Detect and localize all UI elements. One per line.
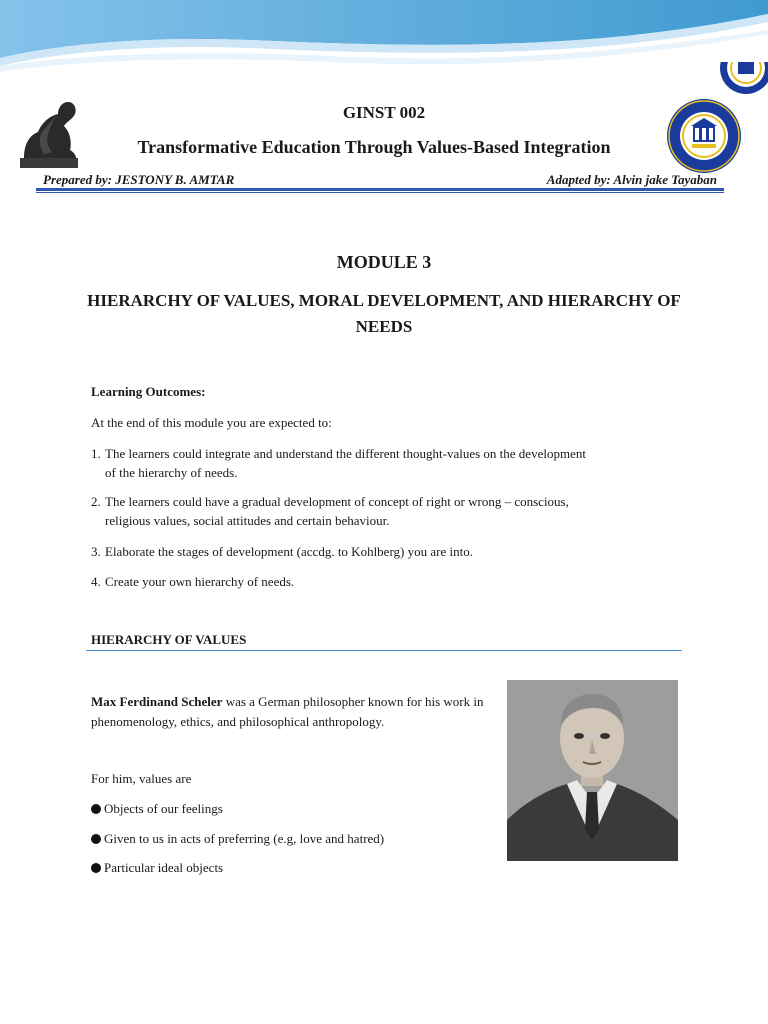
section-heading: HIERARCHY OF VALUES — [91, 632, 247, 647]
item-number: 3. — [91, 544, 101, 559]
learning-outcome-item — [91, 572, 677, 591]
scheler-portrait — [507, 680, 678, 861]
list-item — [91, 801, 223, 817]
learning-outcome-item — [91, 444, 677, 482]
learning-outcome-item — [91, 542, 677, 561]
item-text-cont: religious values, social attitudes and certain behaviour. — [105, 513, 390, 528]
module-number: MODULE 3 — [336, 252, 432, 272]
item-number: 2. — [91, 494, 101, 509]
bullet-icon — [91, 863, 101, 873]
list-item — [91, 860, 223, 876]
course-title: Transformative Education Through Values-Based Integration — [137, 137, 611, 157]
bullet-icon — [91, 804, 101, 814]
module-title: HIERARCHY OF VALUES, MORAL DEVELOPMENT, AND HIERARCHY OF NEEDS — [87, 291, 681, 336]
adapted-by: Adapted by: Alvin jake Tayaban — [546, 172, 717, 187]
learning-outcomes-heading: Learning Outcomes: — [91, 384, 206, 399]
item-text-cont: of the hierarchy of needs. — [105, 465, 238, 480]
item-number: 4. — [91, 574, 101, 589]
header-rule-thin — [36, 192, 724, 193]
philosopher-name: Max Ferdinand Scheler — [91, 694, 223, 709]
scheler-paragraph — [91, 692, 501, 732]
learning-outcomes-intro: At the end of this module you are expected to: — [91, 415, 332, 430]
list-item — [91, 831, 384, 847]
learning-outcome-item — [91, 492, 677, 530]
header-wave — [0, 0, 768, 90]
item-number: 1. — [91, 446, 101, 461]
small-seal-icon — [712, 62, 768, 98]
course-code: GINST 002 — [342, 103, 426, 122]
prepared-by: Prepared by: JESTONY B. AMTAR — [43, 172, 235, 187]
item-text: The learners could have a gradual development of concept of right or wrong – conscious, — [105, 494, 569, 509]
item-text: Create your own hierarchy of needs. — [105, 574, 295, 589]
item-text: Elaborate the stages of development (accdg. to Kohlberg) you are into. — [105, 544, 473, 559]
section-rule — [86, 650, 682, 651]
item-text: The learners could integrate and understand the different thought-values on the development — [105, 446, 586, 461]
header-rule — [36, 188, 724, 191]
philosopher-description: was a German philosopher known for his work in phenomenology, ethics, and philosophical anthropology. — [91, 694, 484, 729]
bullet-icon — [91, 834, 101, 844]
bullet-text: Given to us in acts of preferring (e.g, love and hatred) — [104, 831, 385, 846]
bullet-text: Particular ideal objects — [104, 860, 224, 875]
bullet-text: Objects of our feelings — [104, 801, 223, 816]
values-intro: For him, values are — [91, 771, 192, 786]
